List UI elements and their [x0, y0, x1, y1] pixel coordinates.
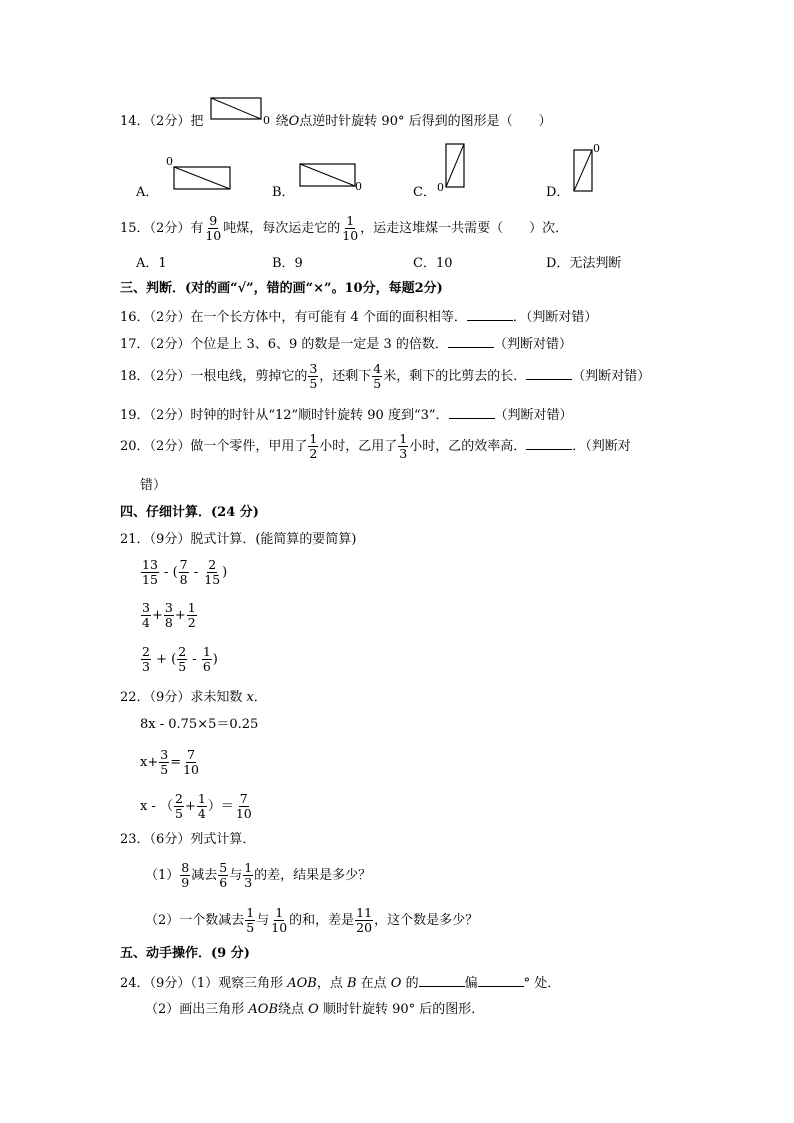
fraction: $\frac{1}{2}$ — [309, 431, 318, 461]
q14-option-b[interactable]: B． — [272, 185, 295, 200]
fraction: $\frac{7}{10}$ — [235, 791, 252, 821]
fraction: $\frac{4}{5}$ — [373, 361, 382, 391]
fraction: $\frac{3}{5}$ — [160, 747, 169, 777]
q22-equation-1: 8x - 0.75×5＝0.25 — [140, 717, 259, 732]
option-d-figure — [568, 143, 608, 193]
fraction: $\frac{11}{20}$ — [356, 905, 373, 935]
q23-part-1: （1） $\frac{8}{9}$ 减去 $\frac{5}{6}$ 与 $\frac{1}{3}$ 的差，结果是多少？ — [145, 860, 372, 890]
svg-text:0: 0 — [166, 155, 173, 168]
answer-blank[interactable] — [467, 307, 513, 321]
q15-option-a[interactable]: A．1 — [136, 256, 167, 271]
q15-option-d[interactable]: D．无法判断 — [546, 256, 622, 271]
answer-blank[interactable] — [449, 405, 495, 419]
question-20-continued: 错） — [140, 478, 167, 493]
svg-text:0: 0 — [593, 142, 600, 155]
q14-option-d[interactable]: D． — [546, 185, 570, 200]
fraction: $\frac{1}{2}$ — [187, 600, 196, 630]
fraction: $\frac{2}{15}$ — [204, 557, 221, 587]
fraction: $\frac{5}{6}$ — [219, 860, 228, 890]
fraction: $\frac{2}{3}$ — [142, 644, 150, 674]
question-15: 15．（2分）有 $\frac{9}{10}$ 吨煤，每次运走它的 $\frac{1}{10}$ ，运走这堆煤一共需要（ ）次． — [120, 213, 569, 243]
option-b-figure — [296, 160, 366, 200]
answer-blank[interactable] — [478, 973, 524, 987]
answer-blank[interactable] — [526, 366, 572, 380]
rectangle-figure-original — [208, 96, 274, 126]
section-4-heading: 四、仔细计算．(24 分) — [120, 505, 259, 520]
fraction: $\frac{1}{6}$ — [202, 644, 211, 674]
q21-expression-2: $\frac{3}{4}$ + $\frac{3}{8}$ + $\frac{1}{2}$ — [142, 600, 196, 630]
q23-part-2: （2）一个数减去 $\frac{1}{5}$ 与 $\frac{1}{10}$ 的和，差是 $\frac{11}{20}$ ，这个数是多少？ — [145, 905, 479, 935]
fraction: $\frac{1}{3}$ — [399, 431, 408, 461]
q21-expression-3: $\frac{2}{3}$ + ( $\frac{2}{5}$ - $\frac{1}{6}$ ) — [142, 644, 218, 674]
question-14: 14．（2分）把 绕O点逆时针旋转 90° 后得到的图形是（ ） — [120, 114, 552, 129]
fraction: $\frac{1}{4}$ — [197, 791, 206, 821]
option-c-figure — [436, 141, 476, 194]
fraction: $\frac{13}{15}$ — [142, 557, 158, 587]
fraction: $\frac{7}{8}$ — [179, 557, 188, 587]
question-20: 20．（2分）做一个零件，甲用了 $\frac{1}{2}$ 小时，乙用了 $\frac{1}{3}$ 小时，乙的效率高． ．（判断对 — [120, 431, 631, 461]
fraction: $\frac{1}{5}$ — [246, 905, 255, 935]
svg-text:0: 0 — [355, 180, 362, 193]
question-24-part-2: （2）画出三角形 AOB绕点 O 顺时针旋转 90° 后的图形． — [145, 1002, 485, 1017]
answer-blank[interactable] — [448, 334, 494, 348]
q22-equation-2: x+ $\frac{3}{5}$ = $\frac{7}{10}$ — [140, 747, 199, 777]
fraction: $\frac{2}{5}$ — [178, 644, 187, 674]
question-22-title: 22．（9分）求未知数 x． — [120, 690, 267, 705]
q22-equation-3: x - （ $\frac{2}{5}$ + $\frac{1}{4}$ ）＝ $\frac{7}{10}$ — [140, 791, 252, 821]
q15-option-b[interactable]: B．9 — [272, 256, 303, 271]
q14-option-a[interactable]: A． — [136, 185, 159, 200]
answer-blank[interactable] — [419, 973, 465, 987]
fraction: $\frac{1}{10}$ — [271, 905, 288, 935]
fraction: $\frac{3}{4}$ — [142, 600, 150, 630]
question-17: 17．（2分）个位是上 3、6、9 的数是一定是 3 的倍数． （判断对错） — [120, 334, 572, 354]
fraction: $\frac{1}{3}$ — [244, 860, 253, 890]
fraction: $\frac{8}{9}$ — [181, 860, 190, 890]
answer-blank[interactable] — [526, 436, 572, 450]
section-3-heading: 三、判断．(对的画“√”，错的画“×”。10分，每题2分) — [120, 281, 443, 296]
q14-option-c[interactable]: C． — [413, 185, 436, 200]
question-19: 19．（2分）时钟的时针从“12”顺时针旋转 90 度到“3”． （判断对错） — [120, 405, 573, 425]
option-a-figure — [166, 155, 236, 195]
q21-expression-1: $\frac{13}{15}$ - ( $\frac{7}{8}$ - $\frac{2}{15}$ ) — [142, 557, 228, 587]
svg-text:0: 0 — [263, 114, 270, 127]
fraction: $\frac{3}{5}$ — [309, 361, 318, 391]
fraction: $\frac{1}{10}$ — [342, 213, 359, 243]
question-16: 16．（2分）在一个长方体中，有可能有 4 个面的面积相等． ．（判断对错） — [120, 307, 597, 327]
question-24-part-1: 24．（9分）（1）观察三角形 AOB，点 B 在点 O 的 偏 ° 处． — [120, 973, 560, 993]
question-18: 18．（2分）一根电线，剪掉它的 $\frac{3}{5}$ ，还剩下 $\frac{4}{5}$ 米，剩下的比剪去的长． （判断对错） — [120, 361, 651, 391]
fraction: $\frac{3}{8}$ — [164, 600, 173, 630]
q15-option-c[interactable]: C．10 — [413, 256, 453, 271]
fraction: $\frac{7}{10}$ — [183, 747, 199, 777]
fraction: $\frac{2}{5}$ — [175, 791, 183, 821]
fraction: $\frac{9}{10}$ — [205, 213, 222, 243]
section-5-heading: 五、动手操作．(9 分) — [120, 946, 250, 961]
question-23-title: 23．（6分）列式计算． — [120, 832, 256, 847]
question-21-title: 21．（9分）脱式计算．(能简算的要简算) — [120, 532, 357, 547]
svg-text:0: 0 — [437, 181, 444, 194]
